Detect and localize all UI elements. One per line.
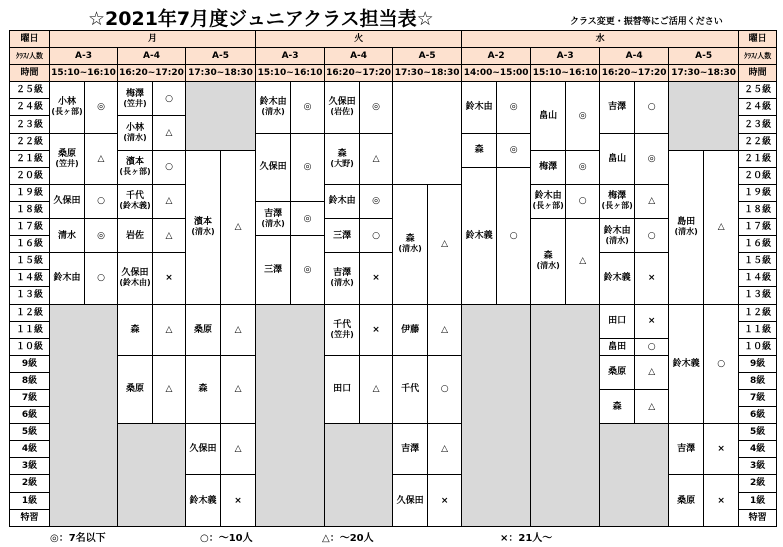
substitute-name: (清水) — [536, 261, 560, 271]
level-label: ２０級 — [10, 167, 50, 184]
instructor-cell — [118, 82, 153, 116]
substitute-name: (笠井) — [55, 158, 79, 168]
instructor-name: 千代 — [333, 319, 352, 330]
level-label-right: 9級 — [739, 355, 777, 372]
time-cell: 14:00~15:00 — [462, 65, 531, 82]
instructor-name: 濱本 — [125, 157, 144, 168]
instructor-cell — [462, 82, 497, 133]
class-cell: A-4 — [600, 48, 669, 65]
size-mark: ○ — [566, 184, 600, 218]
substitute-name: (大野) — [330, 158, 354, 168]
empty-cell — [393, 82, 462, 185]
size-mark: △ — [153, 355, 186, 423]
substitute-name: (清水) — [330, 278, 354, 288]
instructor-name: 森 — [405, 234, 415, 245]
instructor-cell — [325, 133, 360, 184]
instructor-cell — [600, 82, 635, 133]
day-wed: 水 — [462, 31, 739, 48]
no-class-cell — [462, 304, 531, 526]
instructor-cell — [531, 150, 566, 184]
legend-item: ○：～10人 — [200, 533, 253, 544]
level-row — [10, 355, 777, 372]
level-label: 5級 — [10, 424, 50, 441]
class-cell: A-4 — [118, 48, 186, 65]
instructor-cell — [393, 475, 428, 526]
size-mark: △ — [221, 304, 256, 355]
level-row — [10, 184, 777, 201]
class-cell: A-5 — [186, 48, 256, 65]
no-class-cell — [256, 304, 325, 526]
instructor-cell — [186, 355, 221, 423]
day-tue: 火 — [256, 31, 462, 48]
time-cell: 16:20~17:20 — [118, 65, 186, 82]
substitute-name: (長ヶ部) — [532, 201, 564, 211]
time-cell: 17:30~18:30 — [186, 65, 256, 82]
instructor-name: 鈴木由 — [53, 273, 81, 284]
day-label-right: 曜日 — [739, 31, 777, 48]
size-mark: ◎ — [85, 82, 118, 133]
level-row — [10, 424, 777, 441]
size-mark: △ — [566, 219, 600, 304]
time-label: 時間 — [10, 65, 50, 82]
size-mark: △ — [428, 424, 462, 475]
instructor-cell — [50, 133, 85, 184]
instructor-cell — [600, 253, 635, 304]
instructor-name: 森 — [543, 251, 553, 262]
size-mark: ○ — [428, 355, 462, 423]
size-mark: △ — [360, 133, 393, 184]
instructor-cell — [393, 424, 428, 475]
level-label: 8級 — [10, 372, 50, 389]
level-label-right: １０級 — [739, 338, 777, 355]
substitute-name: (清水) — [674, 227, 698, 237]
instructor-name: 久保田 — [396, 495, 424, 506]
level-label: 2級 — [10, 475, 50, 492]
instructor-cell — [600, 133, 635, 184]
instructor-name: 久保田 — [121, 268, 149, 279]
size-mark: △ — [221, 355, 256, 423]
time-cell: 17:30~18:30 — [669, 65, 739, 82]
instructor-cell — [669, 424, 704, 475]
legend-item: △：～20人 — [322, 533, 374, 544]
size-mark: × — [428, 475, 462, 526]
size-mark: ◎ — [360, 82, 393, 133]
level-label: １７級 — [10, 219, 50, 236]
level-label-right: １９級 — [739, 184, 777, 201]
instructor-name: 久保田 — [259, 162, 287, 173]
level-label-right: ２４級 — [739, 99, 777, 116]
instructor-name: 桑原 — [125, 384, 144, 395]
instructor-name: 鈴木由 — [603, 225, 631, 236]
substitute-name: (長ヶ部) — [119, 167, 151, 177]
instructor-name: 吉澤 — [677, 444, 696, 455]
instructor-name: 吉澤 — [264, 208, 283, 219]
instructor-cell — [393, 184, 428, 304]
substitute-name: (清水) — [191, 227, 215, 237]
size-mark: ◎ — [291, 133, 325, 201]
instructor-name: 小林 — [57, 97, 76, 108]
size-mark: × — [360, 253, 393, 304]
instructor-name: 伊藤 — [401, 324, 420, 335]
instructor-name: 田口 — [608, 316, 627, 327]
instructor-cell — [325, 184, 360, 218]
no-class-cell — [669, 82, 739, 150]
instructor-cell — [186, 304, 221, 355]
size-mark: △ — [153, 184, 186, 218]
substitute-name: (清水) — [261, 107, 285, 117]
level-row — [10, 82, 777, 99]
level-label-right: １６級 — [739, 236, 777, 253]
instructor-cell — [186, 150, 221, 304]
instructor-name: 久保田 — [328, 97, 356, 108]
level-label: ２４級 — [10, 99, 50, 116]
substitute-name: (岩佐) — [330, 107, 354, 117]
class-cell: A-2 — [462, 48, 531, 65]
size-mark: × — [704, 424, 739, 475]
instructor-cell — [118, 150, 153, 184]
size-mark: ◎ — [566, 150, 600, 184]
instructor-name: 島田 — [677, 217, 696, 228]
time-label-right: 時間 — [739, 65, 777, 82]
instructor-name: 吉澤 — [401, 444, 420, 455]
level-label-right: 3級 — [739, 458, 777, 475]
size-mark: ○ — [635, 82, 669, 133]
level-label: １８級 — [10, 201, 50, 218]
size-mark: △ — [221, 150, 256, 304]
instructor-cell — [186, 424, 221, 475]
instructor-cell — [256, 201, 291, 235]
level-label-right: １７級 — [739, 219, 777, 236]
instructor-cell — [325, 219, 360, 253]
instructor-cell — [669, 475, 704, 526]
level-label-right: ２３級 — [739, 116, 777, 133]
level-label-right: 1級 — [739, 492, 777, 509]
day-row — [10, 31, 777, 48]
legend-item: ◎：7名以下 — [50, 533, 106, 544]
instructor-name: 久保田 — [189, 444, 217, 455]
time-cell: 15:10~16:10 — [531, 65, 600, 82]
instructor-cell — [118, 355, 153, 423]
size-mark: △ — [360, 355, 393, 423]
instructor-name: 森 — [337, 148, 347, 159]
instructor-name: 畠山 — [539, 110, 558, 121]
substitute-name: (長ヶ部) — [601, 201, 633, 211]
instructor-cell — [531, 184, 566, 218]
level-label-right: 4級 — [739, 441, 777, 458]
size-mark: △ — [153, 116, 186, 150]
size-mark: ◎ — [85, 219, 118, 253]
instructor-cell — [118, 219, 153, 253]
instructor-name: 桑原 — [608, 367, 627, 378]
size-mark: ○ — [85, 253, 118, 304]
size-mark: ◎ — [360, 184, 393, 218]
instructor-cell — [462, 167, 497, 304]
instructor-name: 鈴木由 — [534, 191, 562, 202]
time-cell: 16:20~17:20 — [325, 65, 393, 82]
instructor-name: 久保田 — [53, 196, 81, 207]
instructor-name: 岩佐 — [125, 230, 144, 241]
size-mark: ○ — [153, 82, 186, 116]
page-title: ☆2021年7月度ジュニアクラス担当表☆ — [88, 8, 434, 30]
substitute-name: (長ヶ部) — [51, 107, 83, 117]
instructor-cell — [50, 219, 85, 253]
level-label: 4級 — [10, 441, 50, 458]
class-cell: A-5 — [669, 48, 739, 65]
level-label-right: １８級 — [739, 201, 777, 218]
instructor-cell — [600, 389, 635, 423]
instructor-name: 三澤 — [333, 230, 352, 241]
level-label: １２級 — [10, 304, 50, 321]
instructor-cell — [393, 304, 428, 355]
level-label-right: 2級 — [739, 475, 777, 492]
size-mark: ○ — [704, 304, 739, 424]
level-label-right: 8級 — [739, 372, 777, 389]
size-mark: △ — [221, 424, 256, 475]
level-label-right: １２級 — [739, 304, 777, 321]
size-mark: △ — [428, 304, 462, 355]
size-mark: △ — [704, 150, 739, 304]
size-mark: ◎ — [566, 82, 600, 150]
size-mark: ◎ — [497, 82, 531, 133]
instructor-cell — [600, 184, 635, 218]
time-cell: 15:10~16:10 — [256, 65, 325, 82]
class-cell: A-5 — [393, 48, 462, 65]
instructor-cell — [50, 184, 85, 218]
size-mark: × — [635, 304, 669, 338]
level-row — [10, 304, 777, 321]
size-mark: × — [635, 253, 669, 304]
instructor-cell — [118, 116, 153, 150]
level-label-right: ２５級 — [739, 82, 777, 99]
instructor-name: 田口 — [333, 384, 352, 395]
substitute-name: (笠井) — [123, 98, 147, 108]
instructor-name: 桑原 — [57, 148, 76, 159]
time-row — [10, 65, 777, 82]
size-mark: ◎ — [291, 201, 325, 235]
size-mark: ○ — [85, 184, 118, 218]
size-mark: ◎ — [291, 82, 325, 133]
instructor-name: 畠田 — [608, 341, 627, 352]
class-label-right: ｸﾗｽ/人数 — [739, 48, 777, 65]
substitute-name: (鈴木由) — [119, 278, 151, 288]
size-mark: × — [221, 475, 256, 526]
level-label-right: １３級 — [739, 287, 777, 304]
day-label: 曜日 — [10, 31, 50, 48]
instructor-name: 吉澤 — [333, 268, 352, 279]
class-label: ｸﾗｽ/人数 — [10, 48, 50, 65]
substitute-name: (清水) — [398, 244, 422, 254]
instructor-name: 梅澤 — [125, 88, 144, 99]
instructor-cell — [186, 475, 221, 526]
level-label: ２１級 — [10, 150, 50, 167]
instructor-name: 千代 — [125, 191, 144, 202]
substitute-name: (清水) — [123, 133, 147, 143]
time-cell: 17:30~18:30 — [393, 65, 462, 82]
size-mark: ◎ — [497, 133, 531, 167]
instructor-cell — [669, 150, 704, 304]
no-class-cell — [118, 424, 186, 527]
level-label: １９級 — [10, 184, 50, 201]
level-label-right: ２０級 — [739, 167, 777, 184]
instructor-name: 千代 — [401, 384, 420, 395]
instructor-cell — [325, 82, 360, 133]
level-label: 1級 — [10, 492, 50, 509]
level-label: 3級 — [10, 458, 50, 475]
level-label-right: 特習 — [739, 509, 777, 526]
time-cell: 16:20~17:20 — [600, 65, 669, 82]
level-label-right: 6級 — [739, 407, 777, 424]
instructor-cell — [393, 355, 428, 423]
size-mark: ○ — [497, 167, 531, 304]
instructor-name: 鈴木義 — [465, 230, 493, 241]
level-label-right: １５級 — [739, 253, 777, 270]
instructor-name: 鈴木由 — [259, 97, 287, 108]
level-label: １６級 — [10, 236, 50, 253]
level-label: １０級 — [10, 338, 50, 355]
instructor-name: 濱本 — [193, 217, 212, 228]
instructor-name: 小林 — [125, 123, 144, 134]
size-mark: △ — [153, 304, 186, 355]
level-label: 7級 — [10, 389, 50, 406]
class-row — [10, 48, 777, 65]
level-label-right: ２２級 — [739, 133, 777, 150]
level-label: ２２級 — [10, 133, 50, 150]
instructor-name: 鈴木義 — [672, 358, 700, 369]
instructor-cell — [118, 184, 153, 218]
instructor-cell — [118, 253, 153, 304]
no-class-cell — [50, 304, 118, 526]
substitute-name: (清水) — [605, 235, 629, 245]
instructor-cell — [600, 355, 635, 389]
no-class-cell — [531, 304, 600, 526]
instructor-name: 三澤 — [264, 264, 283, 275]
instructor-cell — [256, 133, 291, 201]
instructor-cell — [50, 82, 85, 133]
class-cell: A-3 — [256, 48, 325, 65]
size-mark: △ — [635, 184, 669, 218]
size-mark: △ — [635, 355, 669, 389]
size-mark: ○ — [153, 150, 186, 184]
level-label-right: 7級 — [739, 389, 777, 406]
instructor-name: 鈴木義 — [603, 273, 631, 284]
substitute-name: (清水) — [261, 218, 285, 228]
level-label: ２３級 — [10, 116, 50, 133]
level-label-right: １４級 — [739, 270, 777, 287]
size-mark: △ — [85, 133, 118, 184]
class-cell: A-4 — [325, 48, 393, 65]
level-label-right: ２１級 — [739, 150, 777, 167]
instructor-name: 鈴木由 — [465, 102, 493, 113]
class-cell: A-3 — [50, 48, 118, 65]
instructor-name: 畠山 — [608, 153, 627, 164]
instructor-name: 森 — [612, 401, 622, 412]
instructor-cell — [325, 355, 360, 423]
instructor-cell — [669, 304, 704, 424]
no-class-cell — [600, 424, 669, 527]
level-label: ２５級 — [10, 82, 50, 99]
instructor-name: 鈴木義 — [189, 495, 217, 506]
size-mark: ○ — [635, 338, 669, 355]
legend-item: ×：21人～ — [500, 533, 553, 544]
no-class-cell — [186, 82, 256, 150]
instructor-cell — [600, 338, 635, 355]
instructor-cell — [50, 253, 85, 304]
instructor-name: 森 — [198, 384, 208, 395]
size-mark: △ — [153, 219, 186, 253]
size-mark: △ — [635, 389, 669, 423]
instructor-name: 桑原 — [193, 324, 212, 335]
level-label: １１級 — [10, 321, 50, 338]
size-mark: ◎ — [291, 236, 325, 304]
instructor-cell — [531, 82, 566, 150]
instructor-name: 吉澤 — [608, 102, 627, 113]
instructor-name: 梅澤 — [539, 162, 558, 173]
instructor-cell — [256, 236, 291, 304]
time-cell: 15:10~16:10 — [50, 65, 118, 82]
level-label-right: 5級 — [739, 424, 777, 441]
class-cell: A-3 — [531, 48, 600, 65]
instructor-cell — [325, 304, 360, 355]
size-mark: × — [153, 253, 186, 304]
day-mon: 月 — [50, 31, 256, 48]
size-mark: △ — [428, 184, 462, 304]
instructor-cell — [118, 304, 153, 355]
level-label: １３級 — [10, 287, 50, 304]
instructor-name: 森 — [130, 324, 140, 335]
substitute-name: (鈴木義) — [119, 201, 151, 211]
instructor-name: 桑原 — [677, 495, 696, 506]
instructor-cell — [462, 133, 497, 167]
level-label: 9級 — [10, 355, 50, 372]
instructor-name: 梅澤 — [608, 191, 627, 202]
instructor-cell — [600, 304, 635, 338]
instructor-cell — [600, 219, 635, 253]
level-label: １５級 — [10, 253, 50, 270]
instructor-cell — [325, 253, 360, 304]
instructor-name: 森 — [474, 145, 484, 156]
instructor-name: 清水 — [57, 230, 76, 241]
level-label: １４級 — [10, 270, 50, 287]
schedule-table — [9, 30, 777, 527]
level-label: 6級 — [10, 407, 50, 424]
substitute-name: (笠井) — [330, 329, 354, 339]
instructor-name: 鈴木由 — [328, 196, 356, 207]
no-class-cell — [325, 424, 393, 527]
instructor-cell — [531, 219, 566, 304]
size-mark: × — [360, 304, 393, 355]
usage-note: クラス変更・振替等にご活用ください — [570, 17, 723, 27]
size-mark: ◎ — [635, 133, 669, 184]
size-mark: × — [704, 475, 739, 526]
level-label: 特習 — [10, 509, 50, 526]
level-label-right: １１級 — [739, 321, 777, 338]
instructor-cell — [256, 82, 291, 133]
size-mark: ○ — [635, 219, 669, 253]
size-mark: ○ — [360, 219, 393, 253]
